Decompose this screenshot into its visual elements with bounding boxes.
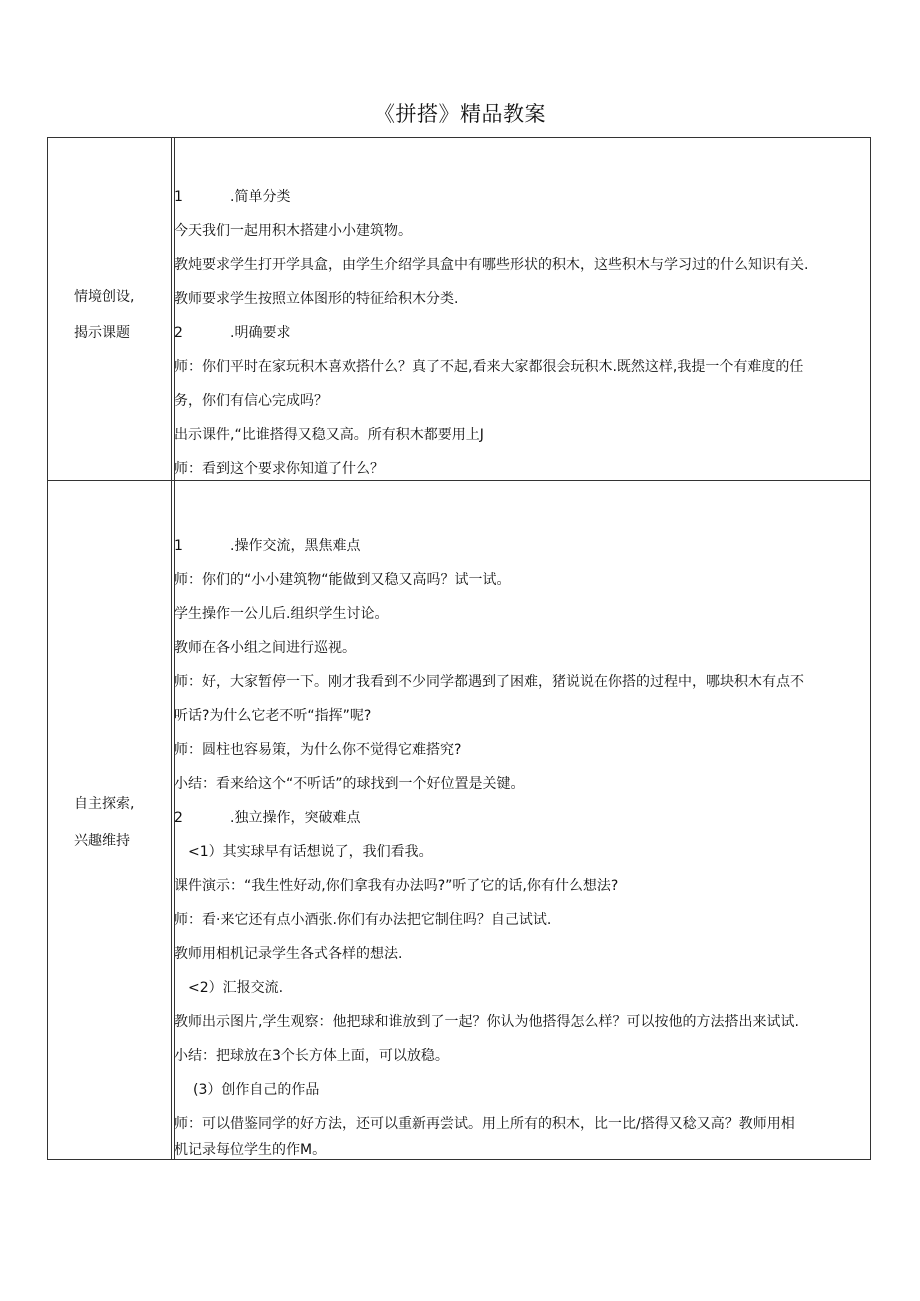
section-2-line: 教师在各小组之间进行巡视。: [174, 640, 356, 656]
section-1-heading-2: [174, 322, 290, 342]
section-1-line: 师：你们平时在家玩积木喜欢搭什么？真了不起,看来大家都很会玩积木.既然这样,我提一个有难度的任: [174, 359, 804, 375]
page-title: 《拼搭》精品教案: [374, 102, 546, 126]
step-number: 2: [174, 325, 183, 341]
section-1-heading-1: [174, 186, 290, 206]
section-2-line: 师：你们的“小小建筑物“能做到又稳又高吗？试一试。: [174, 572, 511, 588]
section-2-label-line-2: 兴趣维持: [74, 833, 130, 849]
section-1-line: 今天我们一起用积木搭建小小建筑物。: [174, 223, 412, 239]
section-2-line: 师：可以借鉴同学的好方法，还可以重新再尝试。用上所有的积木，比一比/搭得又稔又高？教师用相: [174, 1116, 795, 1132]
step-title: .简单分类: [230, 189, 291, 205]
step-number: 1: [174, 189, 183, 205]
section-2-line: 师：看·来它还有点小酒张.你们有办法把它制住吗？自己试试.: [174, 912, 552, 928]
section-2-line: 机记录每位学生的作M。: [174, 1142, 327, 1158]
step-number: 2: [174, 810, 183, 826]
step-title: .操作交流，黑焦难点: [230, 538, 361, 554]
section-1-line: 出示课件,“比谁搭得又稳又高。所有积木都要用上J: [174, 427, 484, 443]
section-2-line: 课件演示：“我生性好动,你们拿我有办法吗?”听了它的话,你有什么想法?: [174, 878, 619, 894]
section-2-subheading: <1）其实球早有话想说了，我们看我。: [188, 844, 433, 860]
section-2-line: 教师出示图片,学生观察：他把球和谁放到了一起？你认为他搭得怎么样？可以按他的方法搭出来试试.: [174, 1014, 799, 1030]
section-2-line: 学生操作一公儿后.组织学生讨论。: [174, 606, 389, 622]
section-2-heading-2: [174, 807, 360, 827]
section-2-heading-1: [174, 535, 360, 555]
section-2-line: 师：圆柱也容易策，为什么你不觉得它难搭究?: [174, 742, 462, 758]
lesson-plan-table: [47, 137, 871, 1160]
section-2-line: 教师用相机记录学生各式各样的想法.: [174, 946, 403, 962]
section-2-subheading: (3）创作自己的作品: [193, 1082, 320, 1098]
section-2-line: 小结：把球放在3个长方体上面，可以放稳。: [174, 1048, 449, 1064]
section-1-label-line-2: 揭示课题: [74, 325, 130, 341]
section-2-label-line-1: 自主探索,: [74, 796, 135, 812]
section-1-line: 师：看到这个要求你知道了什么？: [174, 461, 384, 477]
section-1-line: 务，你们有信心完成吗？: [174, 393, 328, 409]
column-divider: [171, 138, 172, 1159]
step-title: .明确要求: [230, 325, 291, 341]
section-2-line: 听话?为什么它老不听“指挥”呢?: [174, 708, 372, 724]
section-1-line: 教炖要求学生打开学具盒，由学生介绍学具盒中有哪些形状的积木，这些积木与学习过的什么知识有关.: [174, 257, 809, 273]
step-title: .独立操作，突破难点: [230, 810, 361, 826]
section-2-line: 师：好，大家暂停一下。刚才我看到不少同学都遇到了困难，猪说说在你搭的过程中，哪块积木有点不: [174, 674, 804, 690]
section-2-subheading: <2）汇报交流.: [188, 980, 284, 996]
section-2-line: 小结：看来给这个“不听话”的球找到一个好位置是关键。: [174, 776, 525, 792]
section-1-line: 教师要求学生按照立体图形的特征给积木分类.: [174, 291, 459, 307]
section-1-label-line-1: 情境创设,: [74, 289, 135, 305]
step-number: 1: [174, 538, 183, 554]
